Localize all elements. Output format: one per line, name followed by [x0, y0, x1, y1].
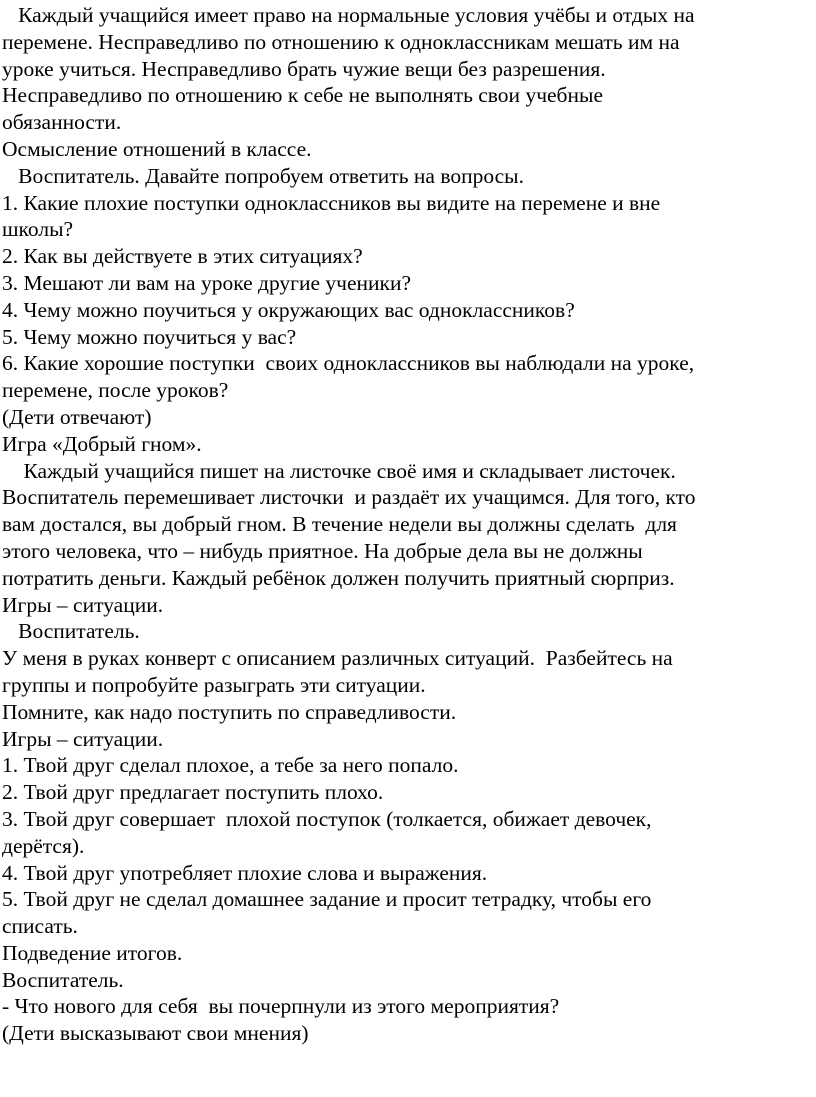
question-item: 1. Какие плохие поступки одноклассников вы видите на перемене и вне: [2, 190, 661, 215]
paragraph-line: (Дети отвечают): [2, 404, 152, 429]
paragraph-line: вам достался, вы добрый гном. В течение недели вы должны сделать для: [2, 512, 677, 537]
paragraph-line: Воспитатель. Давайте попробуем ответить на вопросы.: [2, 163, 524, 188]
paragraph-line: Несправедливо по отношению к себе не выполнять свои учебные: [2, 83, 603, 108]
situation-item: 1. Твой друг сделал плохое, а тебе за него попало.: [2, 753, 459, 778]
situation-item: 2. Твой друг предлагает поступить плохо.: [2, 780, 384, 805]
question-item: перемене, после уроков?: [2, 378, 229, 403]
paragraph-line: Воспитатель перемешивает листочки и раздаёт их учащимся. Для того, кто: [2, 485, 696, 510]
question-item: 2. Как вы действуете в этих ситуациях?: [2, 244, 363, 269]
paragraph-line: потратить деньги. Каждый ребёнок должен получить приятный сюрприз.: [2, 565, 675, 590]
question-item: школы?: [2, 217, 74, 242]
situation-item: списать.: [2, 914, 78, 939]
document-body: [2, 2, 808, 1047]
paragraph-line: Каждый учащийся имеет право на нормальные условия учёбы и отдых на: [2, 3, 695, 27]
paragraph-line: уроке учиться. Несправедливо брать чужие вещи без разрешения.: [2, 56, 606, 81]
question-item: 4. Чему можно поучиться у окружающих вас одноклассников?: [2, 297, 575, 322]
paragraph-line: Каждый учащийся пишет на листочке своё имя и складывает листочек.: [2, 458, 676, 483]
question-item: 3. Мешают ли вам на уроке другие ученики?: [2, 270, 412, 295]
question-item: 5. Чему можно поучиться у вас?: [2, 324, 297, 349]
section-heading: Осмысление отношений в классе.: [2, 136, 312, 161]
paragraph-line: группы и попробуйте разыграть эти ситуации.: [2, 672, 426, 697]
situation-item: 3. Твой друг совершает плохой поступок (толкается, обижает девочек,: [2, 806, 652, 831]
paragraph-line: перемене. Несправедливо по отношению к одноклассникам мешать им на: [2, 29, 680, 54]
paragraph-line: (Дети высказывают свои мнения): [2, 1021, 309, 1046]
paragraph-line: - Что нового для себя вы почерпнули из этого мероприятия?: [2, 994, 560, 1019]
situation-item: дерётся).: [2, 833, 85, 858]
situation-item: 4. Твой друг употребляет плохие слова и выражения.: [2, 860, 488, 885]
paragraph-line: Помните, как надо поступить по справедливости.: [2, 699, 457, 724]
section-heading: Игра «Добрый гном».: [2, 431, 202, 456]
section-heading: Подведение итогов.: [2, 940, 183, 965]
situation-item: 5. Твой друг не сделал домашнее задание и просит тетрадку, чтобы его: [2, 887, 652, 912]
paragraph-line: обязанности.: [2, 110, 122, 135]
paragraph-line: Воспитатель.: [2, 967, 124, 992]
section-heading: Игры – ситуации.: [2, 726, 164, 751]
question-item: 6. Какие хорошие поступки своих одноклассников вы наблюдали на уроке,: [2, 351, 695, 376]
paragraph-line: У меня в руках конверт с описанием различных ситуаций. Разбейтесь на: [2, 646, 673, 671]
paragraph-line: Воспитатель.: [2, 619, 140, 644]
section-heading: Игры – ситуации.: [2, 592, 164, 617]
paragraph-line: этого человека, что – нибудь приятное. На добрые дела вы не должны: [2, 538, 643, 563]
